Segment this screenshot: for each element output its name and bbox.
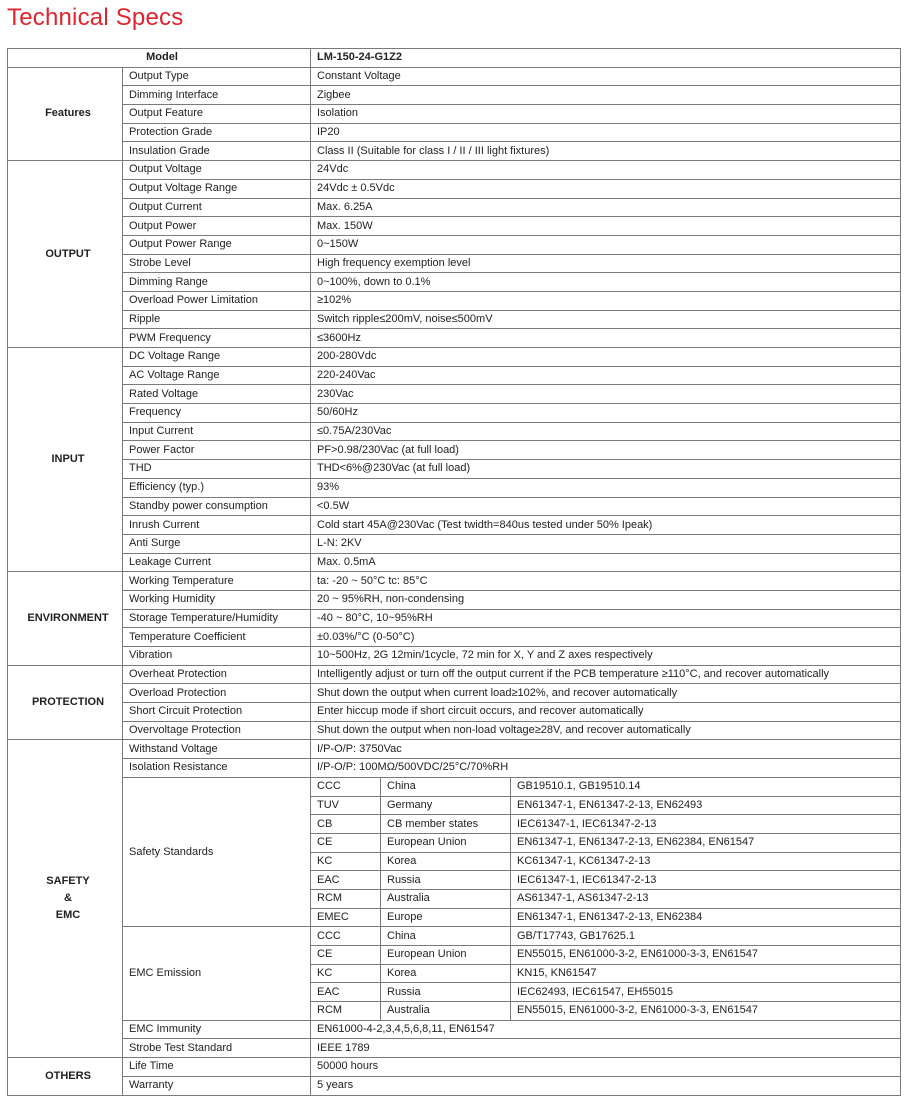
cert-standard: KN15, KN61547	[511, 964, 901, 983]
spec-value: Switch ripple≤200mV, noise≤500mV	[311, 310, 901, 329]
section-input: INPUT	[8, 348, 123, 572]
spec-value: 0~100%, down to 0.1%	[311, 273, 901, 292]
table-row	[8, 161, 901, 180]
table-row	[8, 759, 901, 778]
cert-standard: KC61347-1, KC61347-2-13	[511, 852, 901, 871]
spec-value: EN61000-4-2,3,4,5,6,8,11, EN61547	[311, 1020, 901, 1039]
cert-region: China	[381, 777, 511, 796]
spec-value: 5 years	[311, 1076, 901, 1095]
cert-code: CE	[311, 833, 381, 852]
spec-value: ta: -20 ~ 50°C tc: 85°C	[311, 572, 901, 591]
cert-code: EAC	[311, 871, 381, 890]
table-row	[8, 254, 901, 273]
spec-value: IP20	[311, 123, 901, 142]
spec-value: PF>0.98/230Vac (at full load)	[311, 441, 901, 460]
spec-value: 93%	[311, 478, 901, 497]
spec-value: ±0.03%/°C (0-50°C)	[311, 628, 901, 647]
spec-value: Isolation	[311, 105, 901, 124]
table-row	[8, 404, 901, 423]
section-environment: ENVIRONMENT	[8, 572, 123, 665]
spec-value: Max. 150W	[311, 217, 901, 236]
table-row	[8, 273, 901, 292]
cert-region: Australia	[381, 889, 511, 908]
spec-label: AC Voltage Range	[123, 366, 311, 385]
table-row	[8, 703, 901, 722]
spec-label: Overheat Protection	[123, 665, 311, 684]
table-row	[8, 740, 901, 759]
spec-label: EMC Immunity	[123, 1020, 311, 1039]
table-row	[8, 310, 901, 329]
spec-value: Enter hiccup mode if short circuit occurs, and recover automatically	[311, 703, 901, 722]
spec-label: Strobe Test Standard	[123, 1039, 311, 1058]
spec-label: Frequency	[123, 404, 311, 423]
spec-value: 10~500Hz, 2G 12min/1cycle, 72 min for X, Y and Z axes respectively	[311, 647, 901, 666]
spec-label: Insulation Grade	[123, 142, 311, 161]
table-row	[8, 291, 901, 310]
emc-emission-label: EMC Emission	[123, 927, 311, 1020]
cert-region: China	[381, 927, 511, 946]
spec-value: ≤3600Hz	[311, 329, 901, 348]
spec-value: ≤0.75A/230Vac	[311, 422, 901, 441]
table-row	[8, 1076, 901, 1095]
cert-code: EMEC	[311, 908, 381, 927]
table-row	[8, 385, 901, 404]
spec-label: Rated Voltage	[123, 385, 311, 404]
table-row	[8, 329, 901, 348]
cert-code: CB	[311, 815, 381, 834]
spec-label: Withstand Voltage	[123, 740, 311, 759]
spec-label: Power Factor	[123, 441, 311, 460]
table-row	[8, 684, 901, 703]
table-row	[8, 609, 901, 628]
cert-region: Korea	[381, 964, 511, 983]
spec-label: Warranty	[123, 1076, 311, 1095]
spec-label: Output Power Range	[123, 235, 311, 254]
spec-value: Max. 6.25A	[311, 198, 901, 217]
table-row	[8, 647, 901, 666]
spec-label: Input Current	[123, 422, 311, 441]
spec-value: <0.5W	[311, 497, 901, 516]
cert-region: Korea	[381, 852, 511, 871]
spec-label: Output Power	[123, 217, 311, 236]
table-row	[8, 142, 901, 161]
spec-value: 0~150W	[311, 235, 901, 254]
table-row	[8, 86, 901, 105]
spec-value: L-N: 2KV	[311, 534, 901, 553]
table-row	[8, 460, 901, 479]
specs-table	[7, 48, 901, 1096]
spec-label: Dimming Range	[123, 273, 311, 292]
cert-standard: EN55015, EN61000-3-2, EN61000-3-3, EN61547	[511, 1002, 901, 1021]
spec-label: Strobe Level	[123, 254, 311, 273]
spec-value: I/P-O/P: 3750Vac	[311, 740, 901, 759]
spec-label: Output Voltage	[123, 161, 311, 180]
spec-value: THD<6%@230Vac (at full load)	[311, 460, 901, 479]
table-row	[8, 441, 901, 460]
cert-region: Russia	[381, 983, 511, 1002]
spec-label: Storage Temperature/Humidity	[123, 609, 311, 628]
table-row	[8, 721, 901, 740]
spec-value: Class II (Suitable for class I / II / III light fixtures)	[311, 142, 901, 161]
spec-value: 24Vdc	[311, 161, 901, 180]
spec-value: 50/60Hz	[311, 404, 901, 423]
table-row	[8, 478, 901, 497]
spec-label: Ripple	[123, 310, 311, 329]
cert-code: CCC	[311, 777, 381, 796]
table-row	[8, 366, 901, 385]
spec-label: DC Voltage Range	[123, 348, 311, 367]
cert-standard: GB/T17743, GB17625.1	[511, 927, 901, 946]
spec-value: Constant Voltage	[311, 67, 901, 86]
cert-standard: IEC61347-1, IEC61347-2-13	[511, 815, 901, 834]
spec-label: Leakage Current	[123, 553, 311, 572]
cert-standard: IEC61347-1, IEC61347-2-13	[511, 871, 901, 890]
spec-value: High frequency exemption level	[311, 254, 901, 273]
spec-label: Life Time	[123, 1058, 311, 1077]
section-safety-emc-line: &	[64, 892, 72, 905]
spec-label: Dimming Interface	[123, 86, 311, 105]
table-row	[8, 534, 901, 553]
spec-label: Overload Power Limitation	[123, 291, 311, 310]
table-row	[8, 1039, 901, 1058]
table-row	[8, 123, 901, 142]
spec-value: 230Vac	[311, 385, 901, 404]
table-row	[8, 105, 901, 124]
section-features: Features	[8, 67, 123, 160]
spec-value: Shut down the output when non-load voltage≥28V, and recover automatically	[311, 721, 901, 740]
spec-value: 50000 hours	[311, 1058, 901, 1077]
cert-code: CCC	[311, 927, 381, 946]
cert-region: European Union	[381, 833, 511, 852]
table-row	[8, 1058, 901, 1077]
spec-label: Protection Grade	[123, 123, 311, 142]
spec-value: Intelligently adjust or turn off the output current if the PCB temperature ≥110°C, and recover automatically	[311, 665, 901, 684]
table-row	[8, 590, 901, 609]
table-row	[8, 235, 901, 254]
table-row	[8, 348, 901, 367]
cert-standard: AS61347-1, AS61347-2-13	[511, 889, 901, 908]
cert-code: CE	[311, 946, 381, 965]
spec-label: Output Voltage Range	[123, 179, 311, 198]
cert-region: CB member states	[381, 815, 511, 834]
table-row	[8, 217, 901, 236]
spec-label: Isolation Resistance	[123, 759, 311, 778]
table-row	[8, 67, 901, 86]
table-row	[8, 516, 901, 535]
page-title: Technical Specs	[7, 4, 184, 31]
spec-label: Overvoltage Protection	[123, 721, 311, 740]
spec-label: Output Feature	[123, 105, 311, 124]
spec-label: Working Humidity	[123, 590, 311, 609]
cert-region: Germany	[381, 796, 511, 815]
cert-standard: EN55015, EN61000-3-2, EN61000-3-3, EN61547	[511, 946, 901, 965]
section-safety-emc	[8, 740, 123, 1058]
cert-standard: EN61347-1, EN61347-2-13, EN62384	[511, 908, 901, 927]
section-others: OTHERS	[8, 1058, 123, 1095]
safety-standards-label: Safety Standards	[123, 777, 311, 927]
spec-value: Zigbee	[311, 86, 901, 105]
spec-value: 24Vdc ± 0.5Vdc	[311, 179, 901, 198]
model-row	[8, 49, 901, 68]
spec-label: PWM Frequency	[123, 329, 311, 348]
section-protection: PROTECTION	[8, 665, 123, 740]
cert-region: European Union	[381, 946, 511, 965]
cert-code: RCM	[311, 1002, 381, 1021]
spec-value: 20 ~ 95%RH, non-condensing	[311, 590, 901, 609]
table-row	[8, 665, 901, 684]
table-row	[8, 422, 901, 441]
cert-code: TUV	[311, 796, 381, 815]
spec-label: Output Current	[123, 198, 311, 217]
cert-region: Russia	[381, 871, 511, 890]
model-label: Model	[8, 49, 311, 68]
spec-label: Temperature Coefficient	[123, 628, 311, 647]
spec-label: Inrush Current	[123, 516, 311, 535]
model-value: LM-150-24-G1Z2	[311, 49, 901, 68]
cert-standard: EN61347-1, EN61347-2-13, EN62384, EN61547	[511, 833, 901, 852]
spec-value: I/P-O/P: 100MΩ/500VDC/25°C/70%RH	[311, 759, 901, 778]
spec-value: Max. 0.5mA	[311, 553, 901, 572]
spec-value: 220-240Vac	[311, 366, 901, 385]
specs-table-body	[8, 49, 901, 1096]
cert-region: Europe	[381, 908, 511, 927]
section-output: OUTPUT	[8, 161, 123, 348]
spec-label: Vibration	[123, 647, 311, 666]
spec-value: Cold start 45A@230Vac (Test twidth=840us tested under 50% Ipeak)	[311, 516, 901, 535]
section-safety-emc-line: EMC	[55, 909, 81, 922]
spec-label: Output Type	[123, 67, 311, 86]
cert-code: EAC	[311, 983, 381, 1002]
cert-code: RCM	[311, 889, 381, 908]
spec-label: THD	[123, 460, 311, 479]
cert-standard: EN61347-1, EN61347-2-13, EN62493	[511, 796, 901, 815]
spec-value: -40 ~ 80°C, 10~95%RH	[311, 609, 901, 628]
spec-value: 200-280Vdc	[311, 348, 901, 367]
table-row	[8, 1020, 901, 1039]
table-row	[8, 553, 901, 572]
cert-standard: GB19510.1, GB19510.14	[511, 777, 901, 796]
table-row	[8, 179, 901, 198]
cert-code: KC	[311, 964, 381, 983]
spec-label: Standby power consumption	[123, 497, 311, 516]
standard-row	[8, 777, 901, 796]
spec-value: ≥102%	[311, 291, 901, 310]
cert-region: Australia	[381, 1002, 511, 1021]
spec-label: Short Circuit Protection	[123, 703, 311, 722]
cert-code: KC	[311, 852, 381, 871]
table-row	[8, 497, 901, 516]
section-safety-emc-line: SAFETY	[46, 875, 90, 888]
spec-value: IEEE 1789	[311, 1039, 901, 1058]
table-row	[8, 628, 901, 647]
spec-label: Overload Protection	[123, 684, 311, 703]
table-row	[8, 198, 901, 217]
spec-label: Working Temperature	[123, 572, 311, 591]
emission-row	[8, 927, 901, 946]
table-row	[8, 572, 901, 591]
spec-label: Anti Surge	[123, 534, 311, 553]
spec-value: Shut down the output when current load≥102%, and recover automatically	[311, 684, 901, 703]
cert-standard: IEC62493, IEC61547, EH55015	[511, 983, 901, 1002]
spec-label: Efficiency (typ.)	[123, 478, 311, 497]
